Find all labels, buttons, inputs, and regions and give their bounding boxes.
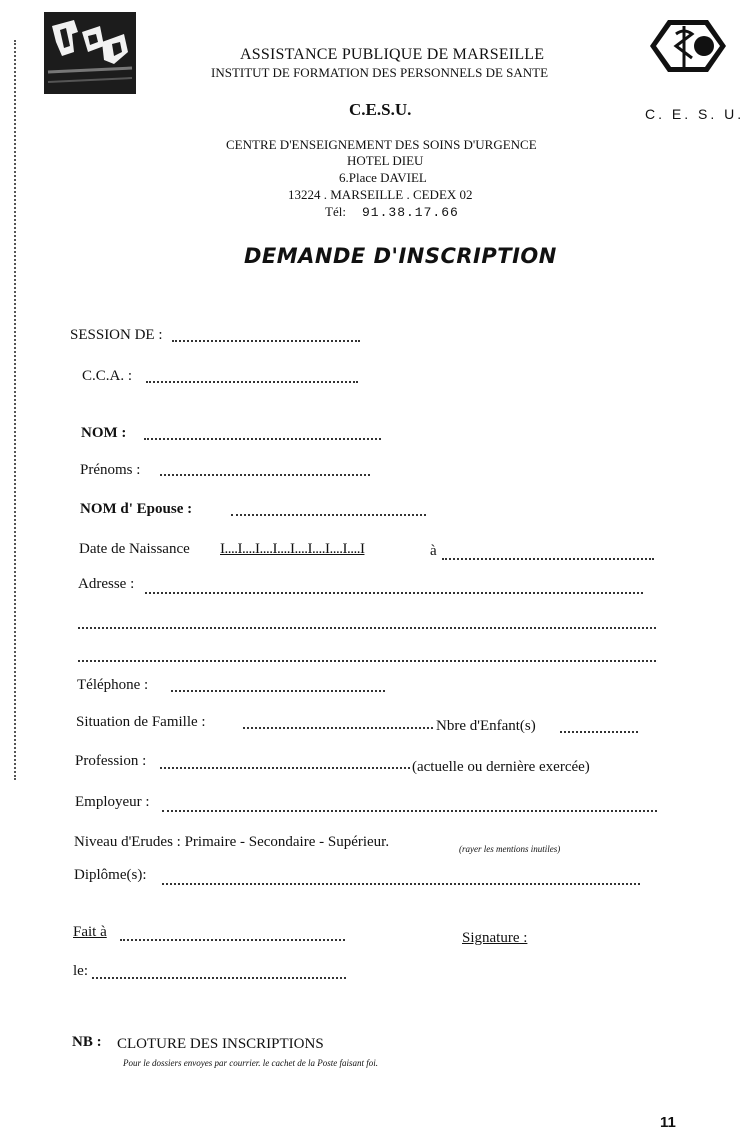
lieu-naissance-label: à — [430, 543, 437, 559]
date-le-field[interactable] — [92, 977, 346, 979]
diplomes-label: Diplôme(s): — [74, 867, 147, 883]
date-naissance-label: Date de Naissance — [79, 541, 190, 557]
hospital-name: HOTEL DIEU — [347, 153, 424, 168]
adresse-label: Adresse : — [78, 576, 135, 592]
lieu-naissance-field[interactable] — [442, 558, 654, 560]
situation-famille-label: Situation de Famille : — [76, 714, 206, 730]
form-title: DEMANDE D'INSCRIPTION — [244, 244, 557, 268]
nb-note: Pour le dossiers envoyes par courrier. le cachet de la Poste faisant foi. — [123, 1058, 378, 1068]
org-name: ASSISTANCE PUBLIQUE DE MARSEILLE — [240, 46, 545, 63]
tel-label: Tél: — [325, 204, 346, 219]
profession-field[interactable] — [160, 767, 410, 769]
niveau-etudes-note: (rayer les mentions inutiles) — [459, 844, 561, 854]
left-margin-dotted-line — [14, 40, 16, 780]
city-address: 13224 . MARSEILLE . CEDEX 02 — [288, 187, 473, 202]
cca-field[interactable] — [146, 381, 358, 383]
telephone-label: Téléphone : — [77, 677, 149, 693]
street-address: 6.Place DAVIEL — [339, 170, 427, 185]
nom-epouse-label: NOM d' Epouse : — [80, 501, 193, 517]
institute-name: INSTITUT DE FORMATION DES PERSONNELS DE SANTE — [211, 65, 549, 80]
profession-note: (actuelle ou dernière exercée) — [412, 759, 590, 775]
adresse-field-line2[interactable] — [78, 627, 656, 629]
emblem-number: 13 — [662, 37, 675, 49]
ifps-logo — [44, 12, 136, 94]
cesu-heading: C.E.S.U. — [349, 100, 412, 119]
nbre-enfants-field[interactable] — [560, 731, 638, 733]
fait-a-label: Fait à — [73, 924, 107, 940]
employeur-field[interactable] — [162, 810, 657, 812]
nom-epouse-field[interactable] — [231, 514, 426, 516]
prenoms-field[interactable] — [160, 474, 370, 476]
session-field[interactable] — [172, 340, 360, 342]
nb-text: CLOTURE DES INSCRIPTIONS — [117, 1036, 324, 1052]
profession-label: Profession : — [75, 753, 147, 769]
fait-a-field[interactable] — [120, 939, 345, 941]
page-number: 11 — [660, 1114, 676, 1131]
date-naissance-boxes[interactable]: I....I....I....I....I....I....I....I....I — [220, 541, 365, 557]
center-name: CENTRE D'ENSEIGNEMENT DES SOINS D'URGENCE — [226, 137, 537, 152]
emblem-caption: C. E. S. U. — [645, 106, 744, 122]
niveau-etudes-label[interactable]: Niveau d'Erudes : Primaire - Secondaire - Supérieur. — [74, 834, 390, 850]
cesu-emblem-logo — [646, 16, 726, 96]
employeur-label: Employeur : — [75, 794, 150, 810]
nom-label: NOM : — [81, 425, 127, 441]
nb-label: NB : — [72, 1034, 102, 1050]
diplomes-field[interactable] — [162, 883, 640, 885]
date-le-label: le: — [73, 963, 88, 979]
nbre-enfants-label: Nbre d'Enfant(s) — [436, 718, 536, 734]
tel-number: 91.38.17.66 — [362, 205, 459, 220]
adresse-field-line3[interactable] — [78, 660, 656, 662]
signature-label: Signature : — [462, 930, 528, 946]
prenoms-label: Prénoms : — [80, 462, 141, 478]
nom-field[interactable] — [144, 438, 381, 440]
situation-famille-field[interactable] — [243, 727, 433, 729]
cca-label: C.C.A. : — [82, 368, 133, 384]
telephone-field[interactable] — [171, 690, 385, 692]
adresse-field-line1[interactable] — [145, 592, 643, 594]
session-label: SESSION DE : — [70, 327, 163, 343]
